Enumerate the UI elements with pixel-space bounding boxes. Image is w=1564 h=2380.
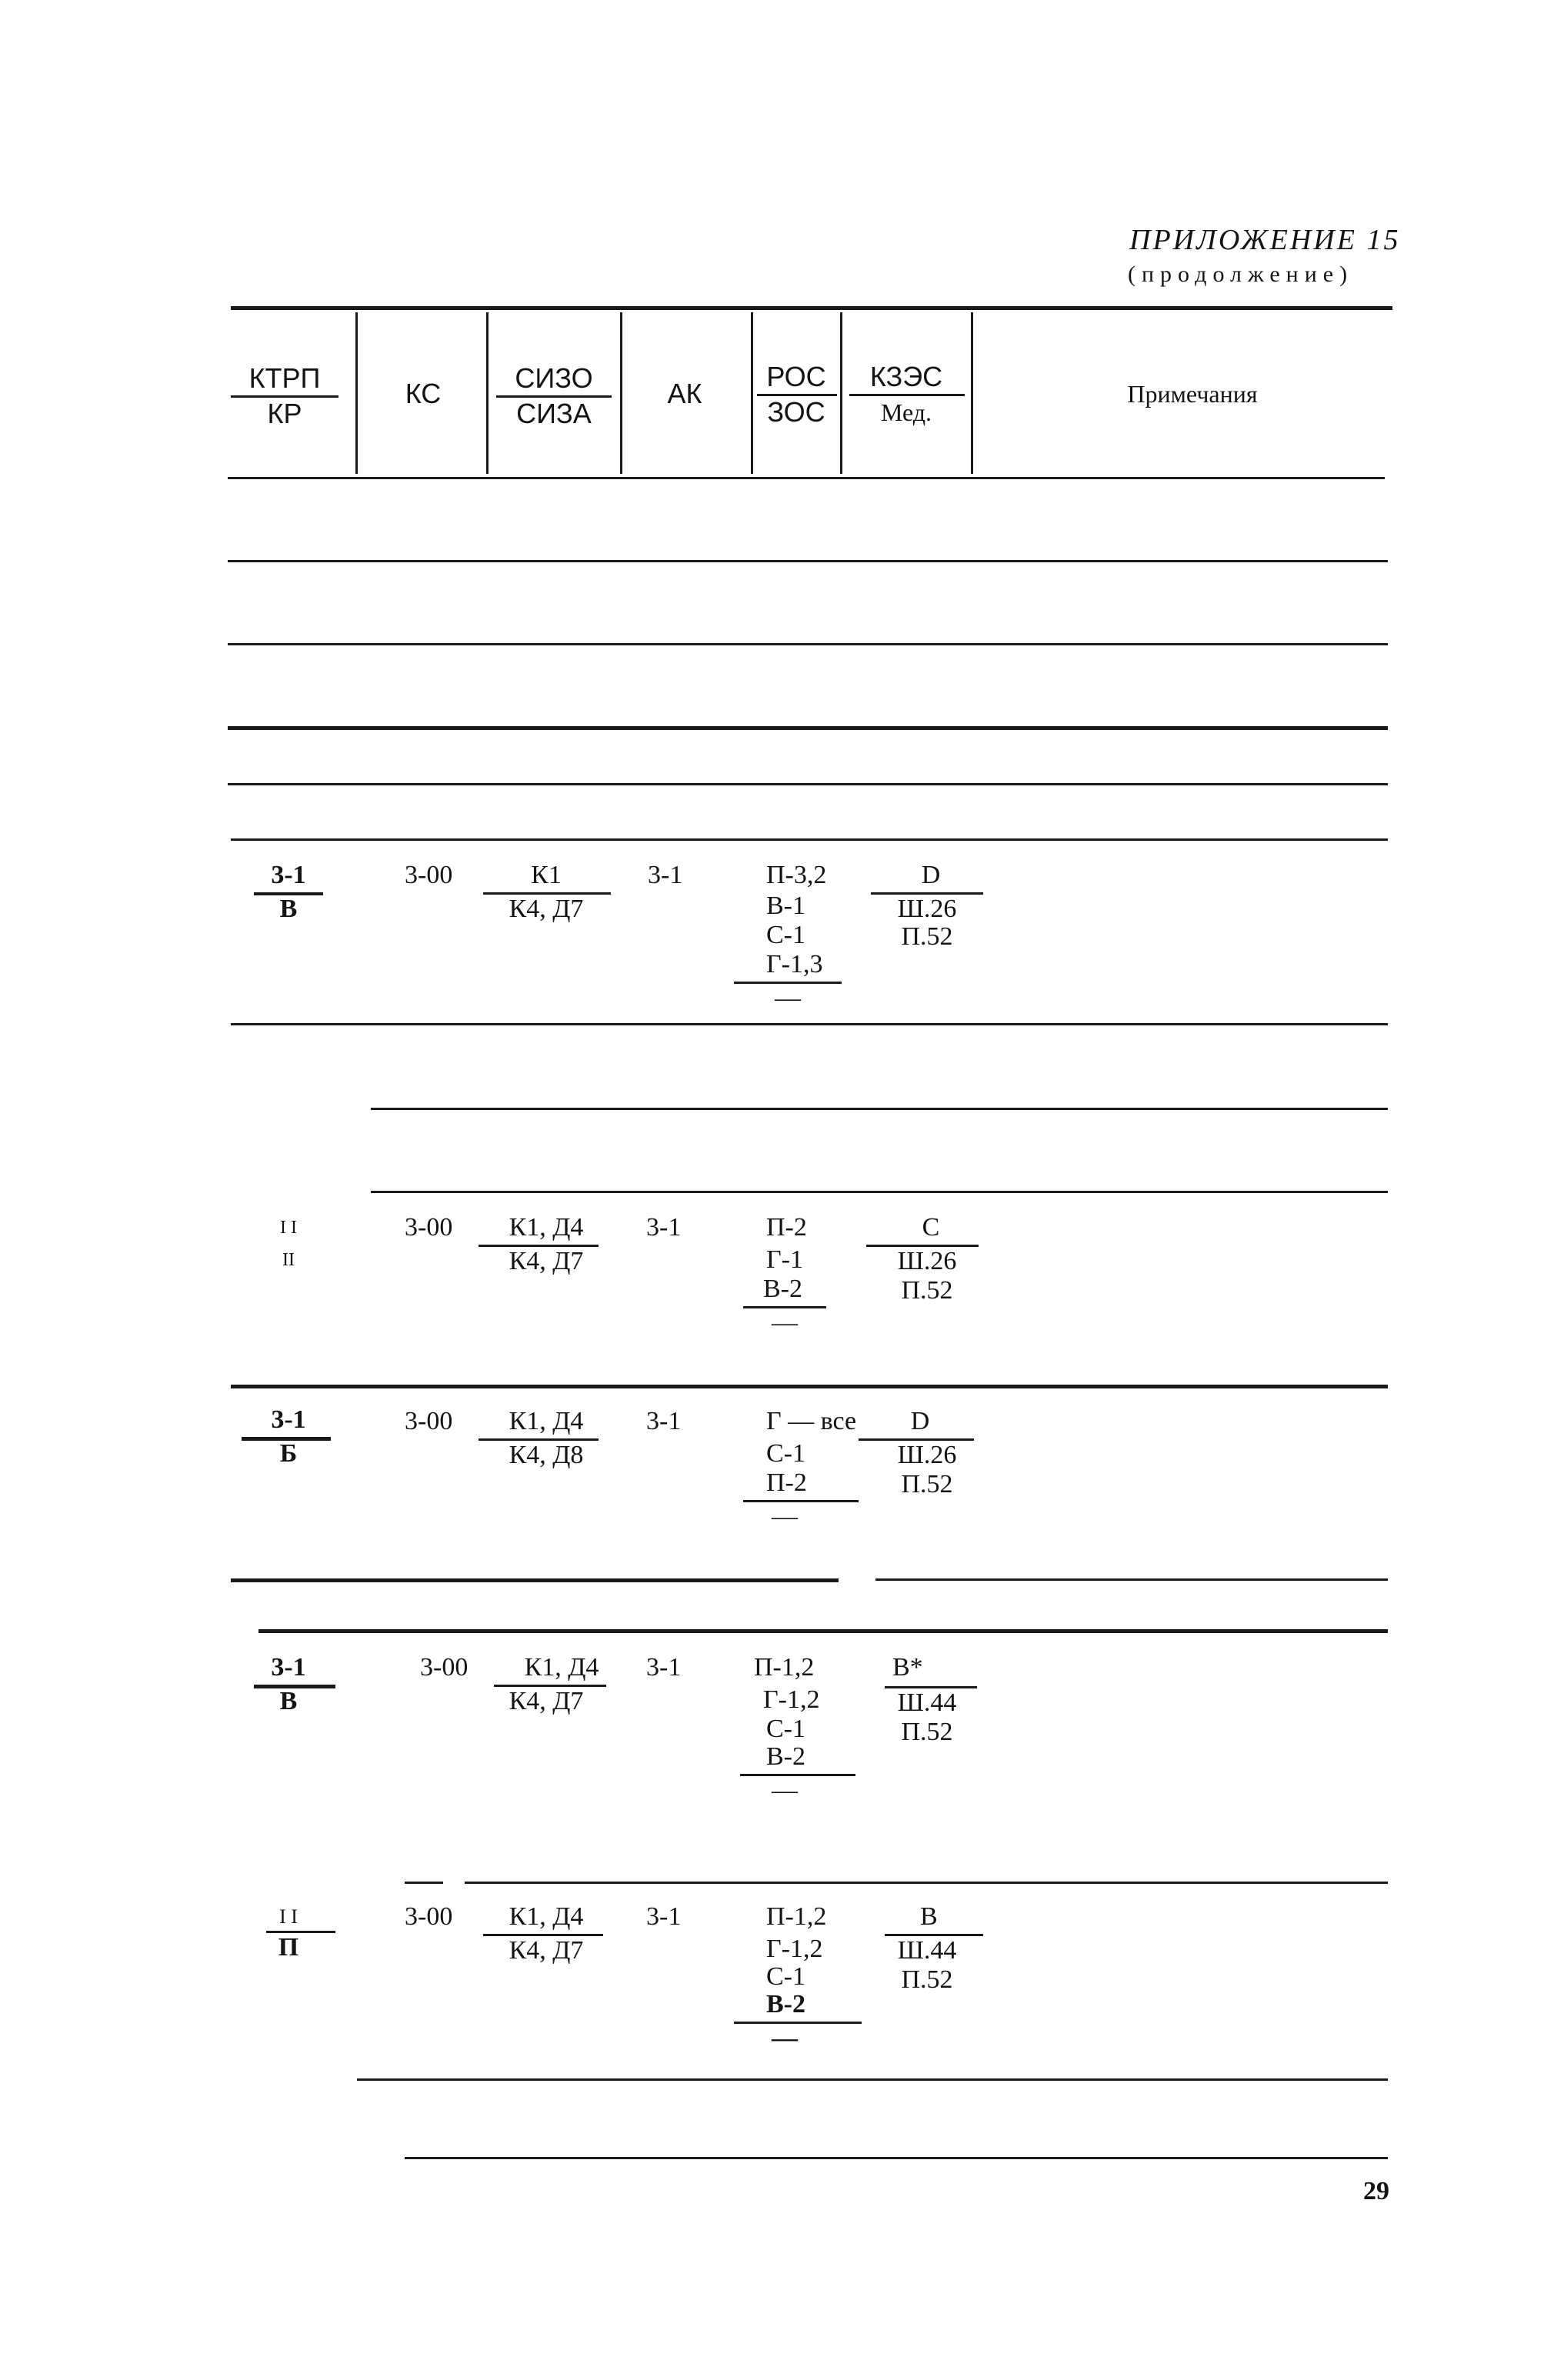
header-sizo: СИЗО [515,362,593,394]
cell-sizo: К1 [531,861,562,889]
cell-ak: 3-1 [646,1653,682,1682]
header-ak: АК [667,378,702,409]
cell-med: Ш.26 [897,1441,957,1469]
cell-ak: 3-1 [648,861,683,889]
table-rule [465,1882,1388,1884]
cell-ros: В-2 [766,1742,805,1771]
cell-ros: Г-1,2 [766,1935,823,1963]
cell-ros: Г — все [766,1407,857,1435]
header-zos: ЗОС [767,396,825,428]
header-divider [971,312,973,474]
cell-zos: — [772,2024,798,2052]
cell-med: П.52 [901,1470,953,1498]
cell-ros: Г-1,2 [763,1685,820,1714]
cell-med: П.52 [901,1718,953,1746]
cell-ks: 3-00 [420,1653,469,1682]
table-rule [371,1108,1388,1110]
cell-ros: С-1 [766,921,805,949]
table-rule [231,1578,839,1582]
header-med: Мед. [880,398,932,426]
header-top-rule [231,306,1392,310]
cell-ros: П-1,2 [754,1653,815,1682]
cell-ktrp: I I [280,1218,297,1238]
cell-zos: — [775,984,801,1012]
header-divider [620,312,622,474]
table-rule [228,560,1388,562]
header-divider [751,312,753,474]
cell-med: П.52 [901,922,953,951]
cell-zos: — [772,1776,798,1805]
cell-kr: В [279,1687,298,1715]
cell-ks: 3-00 [405,861,453,889]
cell-ktrp: 3-1 [271,861,306,889]
cell-med: Ш.26 [897,1247,957,1275]
cell-ros: Г-1 [766,1245,803,1274]
cell-kr: П [278,1933,299,1962]
cell-siza: К4, Д7 [509,895,584,923]
header-divider [355,312,358,474]
cell-ros: С-1 [766,1962,805,1991]
cell-ros-rule [734,2022,862,2024]
cell-ros: П-2 [766,1468,807,1497]
cell-ros: П-1,2 [766,1902,827,1931]
cell-sizo: К1, Д4 [524,1653,599,1682]
cell-sizo: К1, Д4 [509,1407,584,1435]
cell-ktrp: 3-1 [271,1405,306,1434]
cell-siza: К4, Д7 [509,1687,584,1715]
cell-ktrp: I I [279,1905,298,1928]
header-kzes: КЗЭС [869,361,943,392]
cell-ros: В-2 [766,1990,805,2018]
table-rule [258,1629,1388,1633]
cell-med: П.52 [901,1965,953,1994]
cell-ros: С-1 [766,1439,805,1468]
header-divider [486,312,489,474]
cell-sizo: К1, Д4 [509,1902,584,1931]
cell-ak: 3-1 [646,1902,682,1931]
cell-ros: П-2 [766,1213,807,1242]
cell-med: Ш.44 [897,1688,957,1717]
cell-kzes: С [922,1213,940,1242]
cell-ak: 3-1 [646,1213,682,1242]
cell-ktrp: 3-1 [271,1653,306,1682]
page-subtitle: (продолжение) [1128,262,1354,287]
header-siza: СИЗА [516,398,592,429]
cell-ktrp-rule [266,1931,335,1933]
cell-ks: 3-00 [405,1407,453,1435]
cell-med: Ш.26 [897,895,957,923]
header-bottom-rule [228,477,1385,479]
table-rule [231,1385,1388,1388]
page-number: 29 [1363,2177,1389,2205]
table-rule [357,2078,1388,2081]
cell-kr: Б [279,1439,298,1468]
table-rule [228,783,1388,785]
cell-ak: 3-1 [646,1407,682,1435]
table-rule [405,2157,1388,2159]
header-ros: РОС [766,361,826,392]
cell-ros: Г-1,3 [766,950,823,978]
cell-ros: П-3,2 [766,861,827,889]
table-rule [231,838,1388,841]
cell-zos: — [772,1502,798,1531]
cell-ros: С-1 [766,1715,805,1743]
header-kzes-rule [849,394,965,396]
table-rule [228,726,1388,730]
cell-kr: II [282,1250,295,1270]
cell-kzes: В [920,1902,938,1931]
cell-kr: В [279,895,298,923]
cell-zos: — [772,1308,798,1337]
cell-ros: В-2 [763,1275,802,1303]
cell-siza: К4, Д7 [509,1247,584,1275]
cell-siza: К4, Д8 [509,1441,584,1469]
header-ktrp: КТРП [248,362,321,394]
table-rule [405,1882,443,1884]
cell-ros-rule [743,1500,859,1502]
table-rule [228,643,1388,645]
header-notes: Примечания [1127,380,1258,408]
table-rule [231,1023,1388,1025]
header-divider [840,312,842,474]
header-ks: КС [405,378,442,409]
cell-ks: 3-00 [405,1902,453,1931]
cell-kzes: D [921,861,941,889]
cell-siza: К4, Д7 [509,1936,584,1965]
cell-kzes: В* [892,1653,923,1682]
cell-ks: 3-00 [405,1213,453,1242]
table-rule [371,1191,1388,1193]
table-rule [875,1578,1388,1581]
cell-med: Ш.44 [897,1936,957,1965]
header-kr: КР [267,398,302,429]
cell-sizo: К1, Д4 [509,1213,584,1242]
cell-ros-rule [740,1774,855,1776]
cell-med: П.52 [901,1276,953,1305]
cell-kzes: D [910,1407,930,1435]
page-title: ПРИЛОЖЕНИЕ 15 [1129,224,1401,256]
cell-ros: В-1 [766,892,805,920]
